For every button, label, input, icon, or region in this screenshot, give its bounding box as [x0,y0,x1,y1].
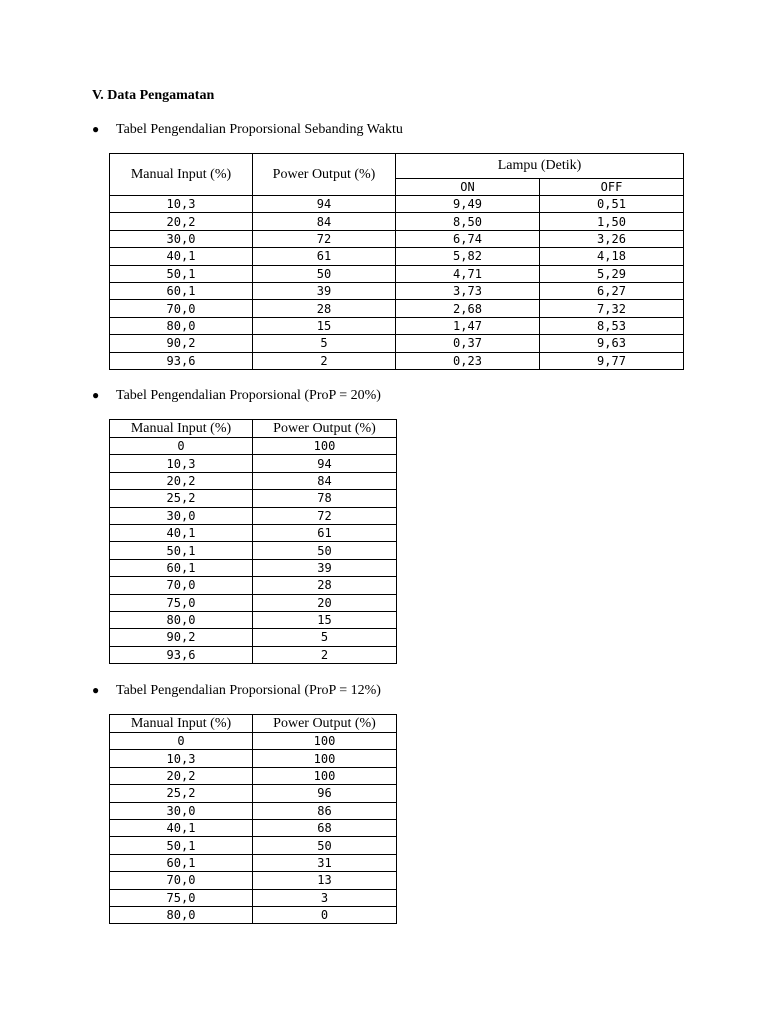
manual-input-cell: 25,2 [110,785,253,802]
table3-body [110,733,397,924]
power-output-cell: 2 [253,352,396,369]
lampu-on-cell: 0,37 [396,335,540,352]
table-row [110,872,397,889]
table-row [110,300,684,317]
power-output-cell: 78 [253,490,397,507]
manual-input-cell: 75,0 [110,594,253,611]
table-row [110,317,684,334]
manual-input-cell: 60,1 [110,282,253,299]
lampu-off-cell: 8,53 [540,317,684,334]
table3-caption: Tabel Pengendalian Proporsional (ProP = 12%) [116,683,381,698]
manual-input-cell: 80,0 [110,611,253,628]
header-manual-input: Manual Input (%) [110,154,253,196]
power-output-cell: 72 [253,230,396,247]
power-output-cell: 50 [253,542,397,559]
power-output-cell: 20 [253,594,397,611]
lampu-off-cell: 9,77 [540,352,684,369]
manual-input-cell: 10,3 [110,196,253,213]
table-row [110,629,397,646]
table-row [110,906,397,923]
power-output-cell: 100 [253,438,397,455]
power-output-cell: 5 [253,629,397,646]
manual-input-cell: 90,2 [110,335,253,352]
power-output-cell: 96 [253,785,397,802]
table-row [110,282,684,299]
header-power-output: Power Output (%) [253,420,397,438]
manual-input-cell: 10,3 [110,455,253,472]
table-row [110,230,684,247]
lampu-on-cell: 6,74 [396,230,540,247]
table-row [110,438,397,455]
power-output-cell: 50 [253,265,396,282]
lampu-on-cell: 3,73 [396,282,540,299]
table-row [110,889,397,906]
table-row [110,265,684,282]
table1-caption-line [92,120,403,139]
table-row [110,213,684,230]
lampu-off-cell: 7,32 [540,300,684,317]
power-output-cell: 86 [253,802,397,819]
table-row [110,733,397,750]
manual-input-cell: 20,2 [110,767,253,784]
lampu-off-cell: 5,29 [540,265,684,282]
manual-input-cell: 93,6 [110,352,253,369]
power-output-cell: 2 [253,646,397,663]
lampu-on-cell: 9,49 [396,196,540,213]
header-lampu: Lampu (Detik) [396,154,684,179]
table2-body [110,438,397,664]
power-output-cell: 68 [253,819,397,836]
bullet-icon: ● [92,683,100,697]
table-row [110,785,397,802]
table-row [110,335,684,352]
manual-input-cell: 0 [110,733,253,750]
manual-input-cell: 20,2 [110,472,253,489]
manual-input-cell: 50,1 [110,542,253,559]
lampu-off-cell: 1,50 [540,213,684,230]
table-row [110,472,397,489]
table2-caption-line [92,386,381,405]
lampu-on-cell: 8,50 [396,213,540,230]
manual-input-cell: 75,0 [110,889,253,906]
power-output-cell: 50 [253,837,397,854]
manual-input-cell: 90,2 [110,629,253,646]
power-output-cell: 100 [253,767,397,784]
table-row [110,802,397,819]
manual-input-cell: 20,2 [110,213,253,230]
lampu-off-cell: 0,51 [540,196,684,213]
header-off: OFF [540,179,684,196]
manual-input-cell: 60,1 [110,559,253,576]
table-row [110,767,397,784]
table-proporsional-prop-12 [109,714,397,924]
table-row [110,594,397,611]
power-output-cell: 72 [253,507,397,524]
manual-input-cell: 40,1 [110,248,253,265]
power-output-cell: 39 [253,282,396,299]
manual-input-cell: 0 [110,438,253,455]
power-output-cell: 84 [253,213,396,230]
table-row [110,490,397,507]
power-output-cell: 84 [253,472,397,489]
manual-input-cell: 70,0 [110,577,253,594]
table-proporsional-prop-20 [109,419,397,664]
table1-body [110,196,684,370]
power-output-cell: 94 [253,455,397,472]
table-row [110,196,684,213]
table-row [110,646,397,663]
power-output-cell: 28 [253,577,397,594]
bullet-icon: ● [92,388,100,402]
header-power-output: Power Output (%) [253,154,396,196]
lampu-on-cell: 0,23 [396,352,540,369]
power-output-cell: 5 [253,335,396,352]
table-pengendalian-sebanding-waktu [109,153,684,370]
table3-caption-line [92,681,381,700]
manual-input-cell: 50,1 [110,265,253,282]
manual-input-cell: 40,1 [110,819,253,836]
bullet-icon: ● [92,122,100,136]
table-row [110,577,397,594]
manual-input-cell: 70,0 [110,300,253,317]
lampu-on-cell: 5,82 [396,248,540,265]
manual-input-cell: 30,0 [110,507,253,524]
power-output-cell: 0 [253,906,397,923]
power-output-cell: 61 [253,248,396,265]
power-output-cell: 13 [253,872,397,889]
header-on: ON [396,179,540,196]
power-output-cell: 94 [253,196,396,213]
power-output-cell: 28 [253,300,396,317]
table-row [110,750,397,767]
lampu-on-cell: 1,47 [396,317,540,334]
table2-caption: Tabel Pengendalian Proporsional (ProP = 20%) [116,388,381,403]
manual-input-cell: 40,1 [110,524,253,541]
power-output-cell: 15 [253,611,397,628]
table-row [110,248,684,265]
lampu-on-cell: 2,68 [396,300,540,317]
table-row [110,524,397,541]
table-row [110,837,397,854]
manual-input-cell: 70,0 [110,872,253,889]
section-title: V. Data Pengamatan [92,88,215,103]
lampu-on-cell: 4,71 [396,265,540,282]
lampu-off-cell: 4,18 [540,248,684,265]
table-row [110,611,397,628]
power-output-cell: 100 [253,750,397,767]
table-row [110,854,397,871]
table-row [110,352,684,369]
table-row [110,559,397,576]
header-power-output: Power Output (%) [253,715,397,733]
lampu-off-cell: 6,27 [540,282,684,299]
manual-input-cell: 50,1 [110,837,253,854]
power-output-cell: 3 [253,889,397,906]
manual-input-cell: 10,3 [110,750,253,767]
table-row [110,455,397,472]
manual-input-cell: 80,0 [110,317,253,334]
power-output-cell: 15 [253,317,396,334]
manual-input-cell: 93,6 [110,646,253,663]
manual-input-cell: 60,1 [110,854,253,871]
header-manual-input: Manual Input (%) [110,420,253,438]
header-manual-input: Manual Input (%) [110,715,253,733]
power-output-cell: 61 [253,524,397,541]
manual-input-cell: 30,0 [110,802,253,819]
table-row [110,542,397,559]
manual-input-cell: 30,0 [110,230,253,247]
manual-input-cell: 25,2 [110,490,253,507]
table1-caption: Tabel Pengendalian Proporsional Sebanding Waktu [116,122,403,137]
power-output-cell: 100 [253,733,397,750]
power-output-cell: 39 [253,559,397,576]
table-row [110,819,397,836]
table-row [110,507,397,524]
lampu-off-cell: 9,63 [540,335,684,352]
power-output-cell: 31 [253,854,397,871]
lampu-off-cell: 3,26 [540,230,684,247]
manual-input-cell: 80,0 [110,906,253,923]
